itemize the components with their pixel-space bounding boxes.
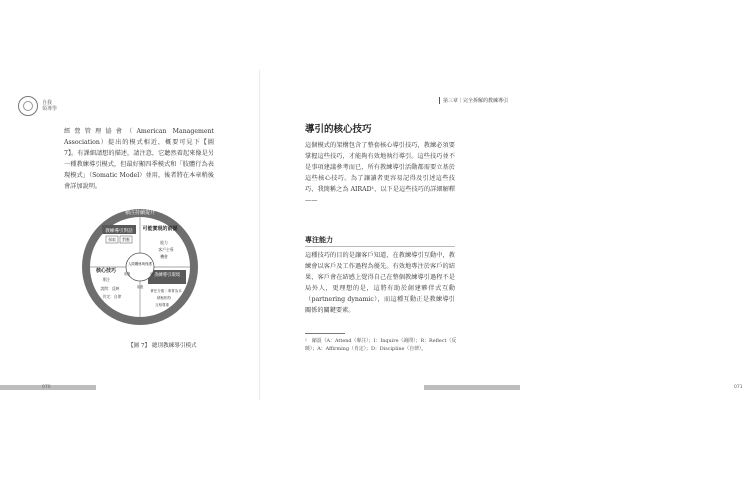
section-heading: 導引的核心技巧: [305, 124, 372, 135]
outer-ring-label: 積注持續提升: [124, 210, 156, 216]
subsection-rule: [305, 246, 455, 247]
brand: [18, 96, 57, 116]
left-paragraph: 經營管理協會（American Management Association）提出的模式相近，概要可見下【圖 7】。有課細請想的描述，請注意，它聽然着起來像是另一種教練導引模式，但最好顯四季模式和「肢體行為表現模式」（Somatic Model）並用，後者將在本章稍後會詳加說明。: [64, 128, 214, 190]
right-item-3: 互相尊重: [155, 303, 169, 307]
tl-item-2: 對應: [122, 237, 130, 242]
footnote: ¹ 縮設（A：Attend（專注）；I：Inquire（詢問）；R：Reflect（反映）；A：Affirming（肯定）；D：Discipline（自律）。: [305, 338, 457, 352]
center-bottom-label: 前進: [136, 285, 144, 289]
tr-item-3: 機會: [160, 254, 168, 259]
tl-item-1: 探索: [108, 237, 116, 242]
right-title: 教練導引環境: [153, 273, 181, 278]
figure-caption: 【圖 7】 總別教練導引模式: [128, 343, 197, 349]
tr-item-1: 能力: [160, 240, 168, 245]
footnote-rule: [305, 333, 345, 334]
brand-logo-icon: [18, 96, 38, 116]
left-item-1: 專注: [102, 277, 110, 282]
tr-title: 可能實現的前提: [142, 226, 178, 232]
right-item-1: 責任分擔｜事實為本: [150, 289, 182, 293]
right-paragraph-2: 這種技巧的目的是讓客戶知道，在教練導引互動中，教練會以客戶及工作過程為優先。有效地專注於客戶的結果，客戶會在結感上覺得自己在整個教練導引過程不是局外人，更理想的是，這將有助於創建夥伴式互動（partnering dynamic），而這種互動正是教練導引關係的關鍵要素。: [305, 252, 455, 314]
center-circle: [123, 253, 154, 281]
center-left-label: 前進: [123, 272, 131, 276]
right-paragraph-1: 這個模式的架構包含了整套核心導引技巧，教練必須要掌握這些技巧，才能夠有效地執行導引。這些技巧並不是事項建議參考而已，所有教練導引活動都需要立基於這些核心技巧。為了讓讀者更容易記得及引述這些技巧，我簡稱之為 AIRAD¹，以下是這些技巧的詳細解釋——: [305, 142, 455, 204]
tr-item-2: 客戶主導: [158, 247, 174, 252]
chapter-tab: 第三章｜完全拆解的教練導引: [439, 97, 508, 104]
right-item-2: 積極相符: [157, 296, 171, 300]
right-footer-bar: [424, 385, 520, 390]
left-item-2: 說問：反映: [100, 286, 120, 291]
left-title: 核心技巧: [95, 268, 117, 274]
center-right-label: 前進: [149, 272, 157, 276]
left-page-number: 070: [42, 385, 51, 390]
brand-text: [42, 100, 57, 112]
subsection-heading: 專注能力: [305, 236, 333, 244]
left-item-3: 肯定：自律: [102, 294, 122, 299]
brand-line1: 自我: [42, 100, 53, 106]
brand-line2: 領導學: [42, 106, 58, 112]
left-page: [0, 0, 260, 500]
tl-title: 教練導引對話: [105, 229, 133, 234]
right-page-number: 071: [734, 385, 743, 390]
coaching-model-diagram: [80, 192, 200, 337]
right-page: [260, 0, 743, 500]
center-label: 人際關係與保護: [128, 262, 152, 266]
